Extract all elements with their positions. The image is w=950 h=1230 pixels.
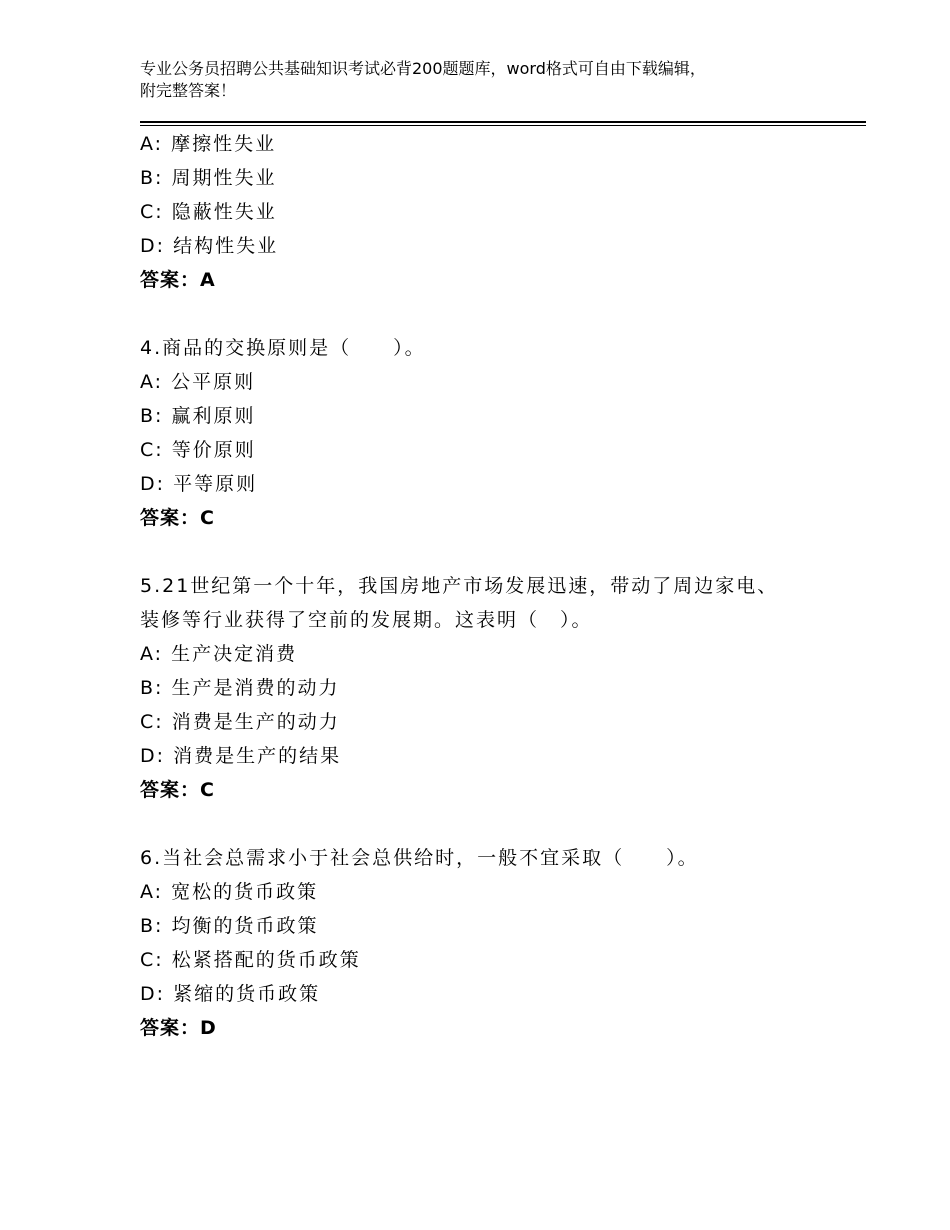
answer: 答案：C [140, 507, 215, 529]
question-stem-line-1: 5.21世纪第一个十年，我国房地产市场发展迅速，带动了周边家电、 [140, 575, 779, 597]
question-stem: 4.商品的交换原则是（ ）。 [140, 337, 426, 359]
option-b: B: 赢利原则 [140, 405, 256, 427]
option-a: A: 摩擦性失业 [140, 133, 277, 155]
option-d: D: 消费是生产的结果 [140, 745, 342, 767]
question-3 [140, 127, 840, 297]
option-d: D: 结构性失业 [140, 235, 279, 257]
option-b: B: 均衡的货币政策 [140, 915, 319, 937]
question-stem-line-2: 装修等行业获得了空前的发展期。这表明（ ）。 [140, 609, 593, 631]
header-rule-thick [140, 121, 866, 123]
header-line-1: 专业公务员招聘公共基础知识考试必背200题题库，word格式可自由下载编辑， [140, 59, 706, 78]
header-rule-thin [140, 125, 866, 126]
spacer [140, 807, 840, 841]
answer: 答案：C [140, 779, 215, 801]
question-5 [140, 569, 840, 807]
answer: 答案：A [140, 269, 216, 291]
document-header [140, 58, 840, 102]
spacer [140, 297, 840, 331]
question-list [140, 127, 840, 1045]
answer: 答案：D [140, 1017, 217, 1039]
option-b: B: 周期性失业 [140, 167, 277, 189]
option-a: A: 宽松的货币政策 [140, 881, 319, 903]
option-b: B: 生产是消费的动力 [140, 677, 340, 699]
option-a: A: 生产决定消费 [140, 643, 298, 665]
option-c: C: 等价原则 [140, 439, 256, 461]
question-6 [140, 841, 840, 1045]
header-line-2: 附完整答案！ [140, 81, 237, 100]
spacer [140, 535, 840, 569]
option-c: C: 松紧搭配的货币政策 [140, 949, 361, 971]
option-d: D: 平等原则 [140, 473, 258, 495]
question-stem: 6.当社会总需求小于社会总供给时，一般不宜采取（ ）。 [140, 847, 699, 869]
option-d: D: 紧缩的货币政策 [140, 983, 321, 1005]
option-c: C: 隐蔽性失业 [140, 201, 277, 223]
question-4 [140, 331, 840, 535]
option-c: C: 消费是生产的动力 [140, 711, 340, 733]
option-a: A: 公平原则 [140, 371, 256, 393]
